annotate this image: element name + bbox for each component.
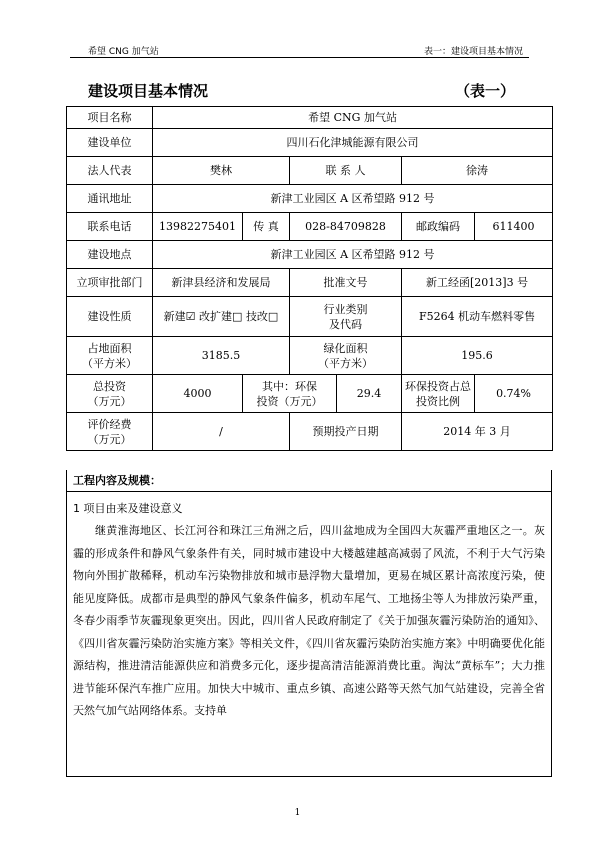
nature-rebuild-option: 改扩建□ (199, 310, 243, 323)
fax-label: 传 真 (243, 213, 290, 241)
section-heading: 1 项目由来及建设意义 (73, 502, 183, 515)
project-name-value: 希望 CNG 加气站 (153, 107, 553, 129)
approval-no-value: 新工经函[2013]3 号 (402, 269, 553, 297)
date-value: 2014 年 3 月 (402, 413, 553, 451)
contact-value: 徐涛 (402, 157, 553, 185)
nature-label: 建设性质 (67, 297, 153, 337)
project-name-label: 项目名称 (67, 107, 153, 129)
header-right: 表一：建设项目基本情况 (423, 47, 523, 57)
legal-label: 法人代表 (67, 157, 153, 185)
body-paragraph: 继黄淮海地区、长江河谷和珠江三角洲之后，四川盆地成为全国四大灰霾严重地区之一。灰霾的形成条件和静风气象条件有关，同时城市建设中大楼越建越高减弱了风流，不利于大气污染物向外围扩散稀释，机动车污染物排放和城市悬浮物大量增加，更易在城区累计高浓度污染，使能见度降低。成都市是典型的静风气象条件偏多，机动车尾气、工地扬尘等人为排放污染严重，冬春少雨季节灰霾现象更突出。因此，四川省人民政府制定了《关于加强灰霾污染防治的通知》、《四川省灰霾污染防治实施方案》等相关文件，《四川省灰霾污染防治实施方案》中明确要优化能源结构，推进清洁能源供应和消费多元化，逐步提高清洁能源消费比重。淘汰“黄标车”；大力推进节能环保汽车推广应用。加快大中城市、重点乡镇、高速公路等天然气加气站建设，完善全省天然气加气站网络体系。支持单 (73, 524, 545, 717)
legal-value: 樊林 (153, 157, 290, 185)
basic-info-table (66, 106, 553, 451)
approval-no-label: 批准文号 (290, 269, 402, 297)
env-invest-value: 29.4 (337, 375, 402, 413)
work-content-box (66, 470, 552, 777)
phone-value: 13982275401 (153, 213, 243, 241)
page-title: 建设项目基本情况 (88, 82, 209, 100)
date-label: 预期投产日期 (290, 413, 402, 451)
page-number: 1 (294, 808, 301, 818)
postcode-label: 邮政编码 (402, 213, 475, 241)
unit-value: 四川石化津城能源有限公司 (153, 129, 553, 157)
green-label: 绿化面积 （平方米） (290, 337, 402, 375)
eval-value: / (153, 413, 290, 451)
area-value: 3185.5 (153, 337, 290, 375)
contact-label: 联 系 人 (290, 157, 402, 185)
eval-label: 评价经费 （万元） (67, 413, 153, 451)
invest-label: 总投资 （万元） (67, 375, 153, 413)
invest-value: 4000 (153, 375, 243, 413)
postcode-value: 611400 (475, 213, 553, 241)
address-label: 通讯地址 (67, 185, 153, 213)
phone-label: 联系电话 (67, 213, 153, 241)
nature-tech-option: 技改□ (245, 310, 279, 323)
site-value: 新津工业园区 A 区希望路 912 号 (153, 241, 553, 269)
work-heading: 工程内容及规模： (67, 470, 551, 492)
nature-options (153, 297, 290, 337)
unit-label: 建设单位 (67, 129, 153, 157)
approval-dept-label: 立项审批部门 (67, 269, 153, 297)
fax-value: 028-84709828 (290, 213, 402, 241)
green-value: 195.6 (402, 337, 553, 375)
env-ratio-label: 环保投资占总 投资比例 (402, 375, 475, 413)
industry-label: 行业类别 及代码 (290, 297, 402, 337)
approval-dept-value: 新津县经济和发展局 (153, 269, 290, 297)
nature-new-option: 新建☑ (163, 310, 196, 323)
env-ratio-value: 0.74% (475, 375, 553, 413)
header-left: 希望 CNG 加气站 (88, 47, 159, 57)
address-value: 新津工业园区 A 区希望路 912 号 (153, 185, 553, 213)
table-tag: （表一） (454, 82, 515, 100)
area-label: 占地面积 （平方米） (67, 337, 153, 375)
header-rule (70, 57, 529, 58)
env-invest-label: 其中：环保 投资（万元） (243, 375, 337, 413)
site-label: 建设地点 (67, 241, 153, 269)
industry-value: F5264 机动车燃料零售 (402, 297, 553, 337)
